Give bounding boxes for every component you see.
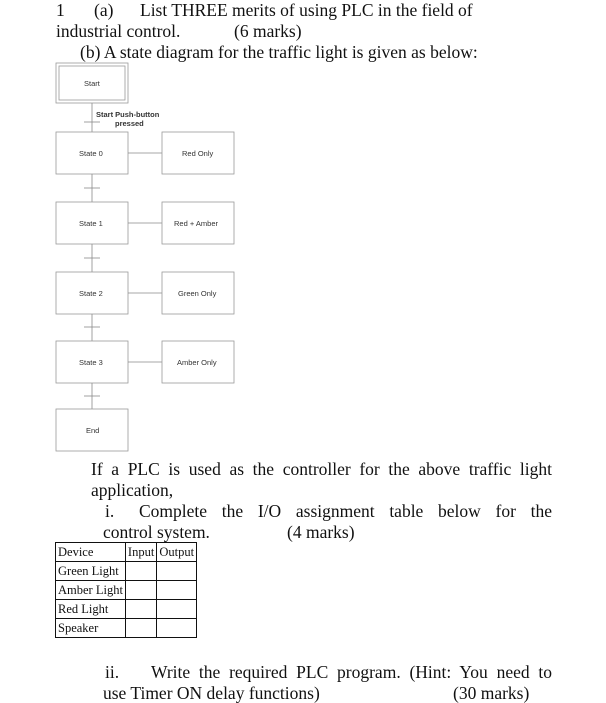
part-a-marks: (6 marks) [234, 21, 302, 41]
context-line2: application, [91, 480, 174, 500]
device-cell: Speaker [56, 619, 126, 638]
end-step-label: End [86, 426, 100, 435]
output-cell[interactable] [157, 619, 197, 638]
start-step-label: Start [84, 79, 100, 88]
input-cell[interactable] [125, 581, 156, 600]
device-cell: Amber Light [56, 581, 126, 600]
context-line1: If a PLC is used as the controller for the above traffic light [91, 459, 552, 479]
action-label-3: Amber Only [177, 358, 217, 367]
input-cell[interactable] [125, 619, 156, 638]
input-cell[interactable] [125, 562, 156, 581]
part-ii-line1: Write the required PLC program. (Hint: You need to [151, 662, 552, 682]
part-b-intro: (b) A state diagram for the traffic light is given as below: [80, 42, 478, 62]
action-label-2: Green Only [178, 289, 217, 298]
action-label-1: Red + Amber [174, 219, 218, 228]
header-device: Device [56, 543, 126, 562]
table-row [56, 581, 197, 600]
device-cell: Red Light [56, 600, 126, 619]
part-a-line1: List THREE merits of using PLC in the field of [140, 0, 473, 20]
state-label-1: State 1 [79, 219, 103, 228]
question-number: 1 [56, 0, 65, 20]
part-ii-line2: use Timer ON delay functions) [103, 683, 320, 703]
part-ii-marks: (30 marks) [453, 683, 530, 703]
input-cell[interactable] [125, 600, 156, 619]
transition-label-line2: pressed [115, 119, 144, 128]
part-i-line1: Complete the I/O assignment table below for the [139, 501, 552, 521]
output-cell[interactable] [157, 562, 197, 581]
output-cell[interactable] [157, 600, 197, 619]
state-label-2: State 2 [79, 289, 103, 298]
state-label-3: State 3 [79, 358, 103, 367]
part-a-line2: industrial control. [56, 21, 181, 41]
output-cell[interactable] [157, 581, 197, 600]
action-label-0: Red Only [182, 149, 214, 158]
header-input: Input [125, 543, 156, 562]
transition-label-line1: Start Push-button [96, 110, 160, 119]
table-row [56, 619, 197, 638]
state-label-0: State 0 [79, 149, 103, 158]
part-i-line2: control system. [103, 522, 210, 542]
table-row [56, 562, 197, 581]
part-i-label: i. [105, 501, 115, 521]
part-i-marks: (4 marks) [287, 522, 355, 542]
part-a-label: (a) [94, 0, 114, 20]
part-ii-label: ii. [105, 662, 120, 682]
io-assignment-table [55, 542, 197, 638]
header-output: Output [157, 543, 197, 562]
device-cell: Green Light [56, 562, 126, 581]
table-header-row [56, 543, 197, 562]
table-row [56, 600, 197, 619]
